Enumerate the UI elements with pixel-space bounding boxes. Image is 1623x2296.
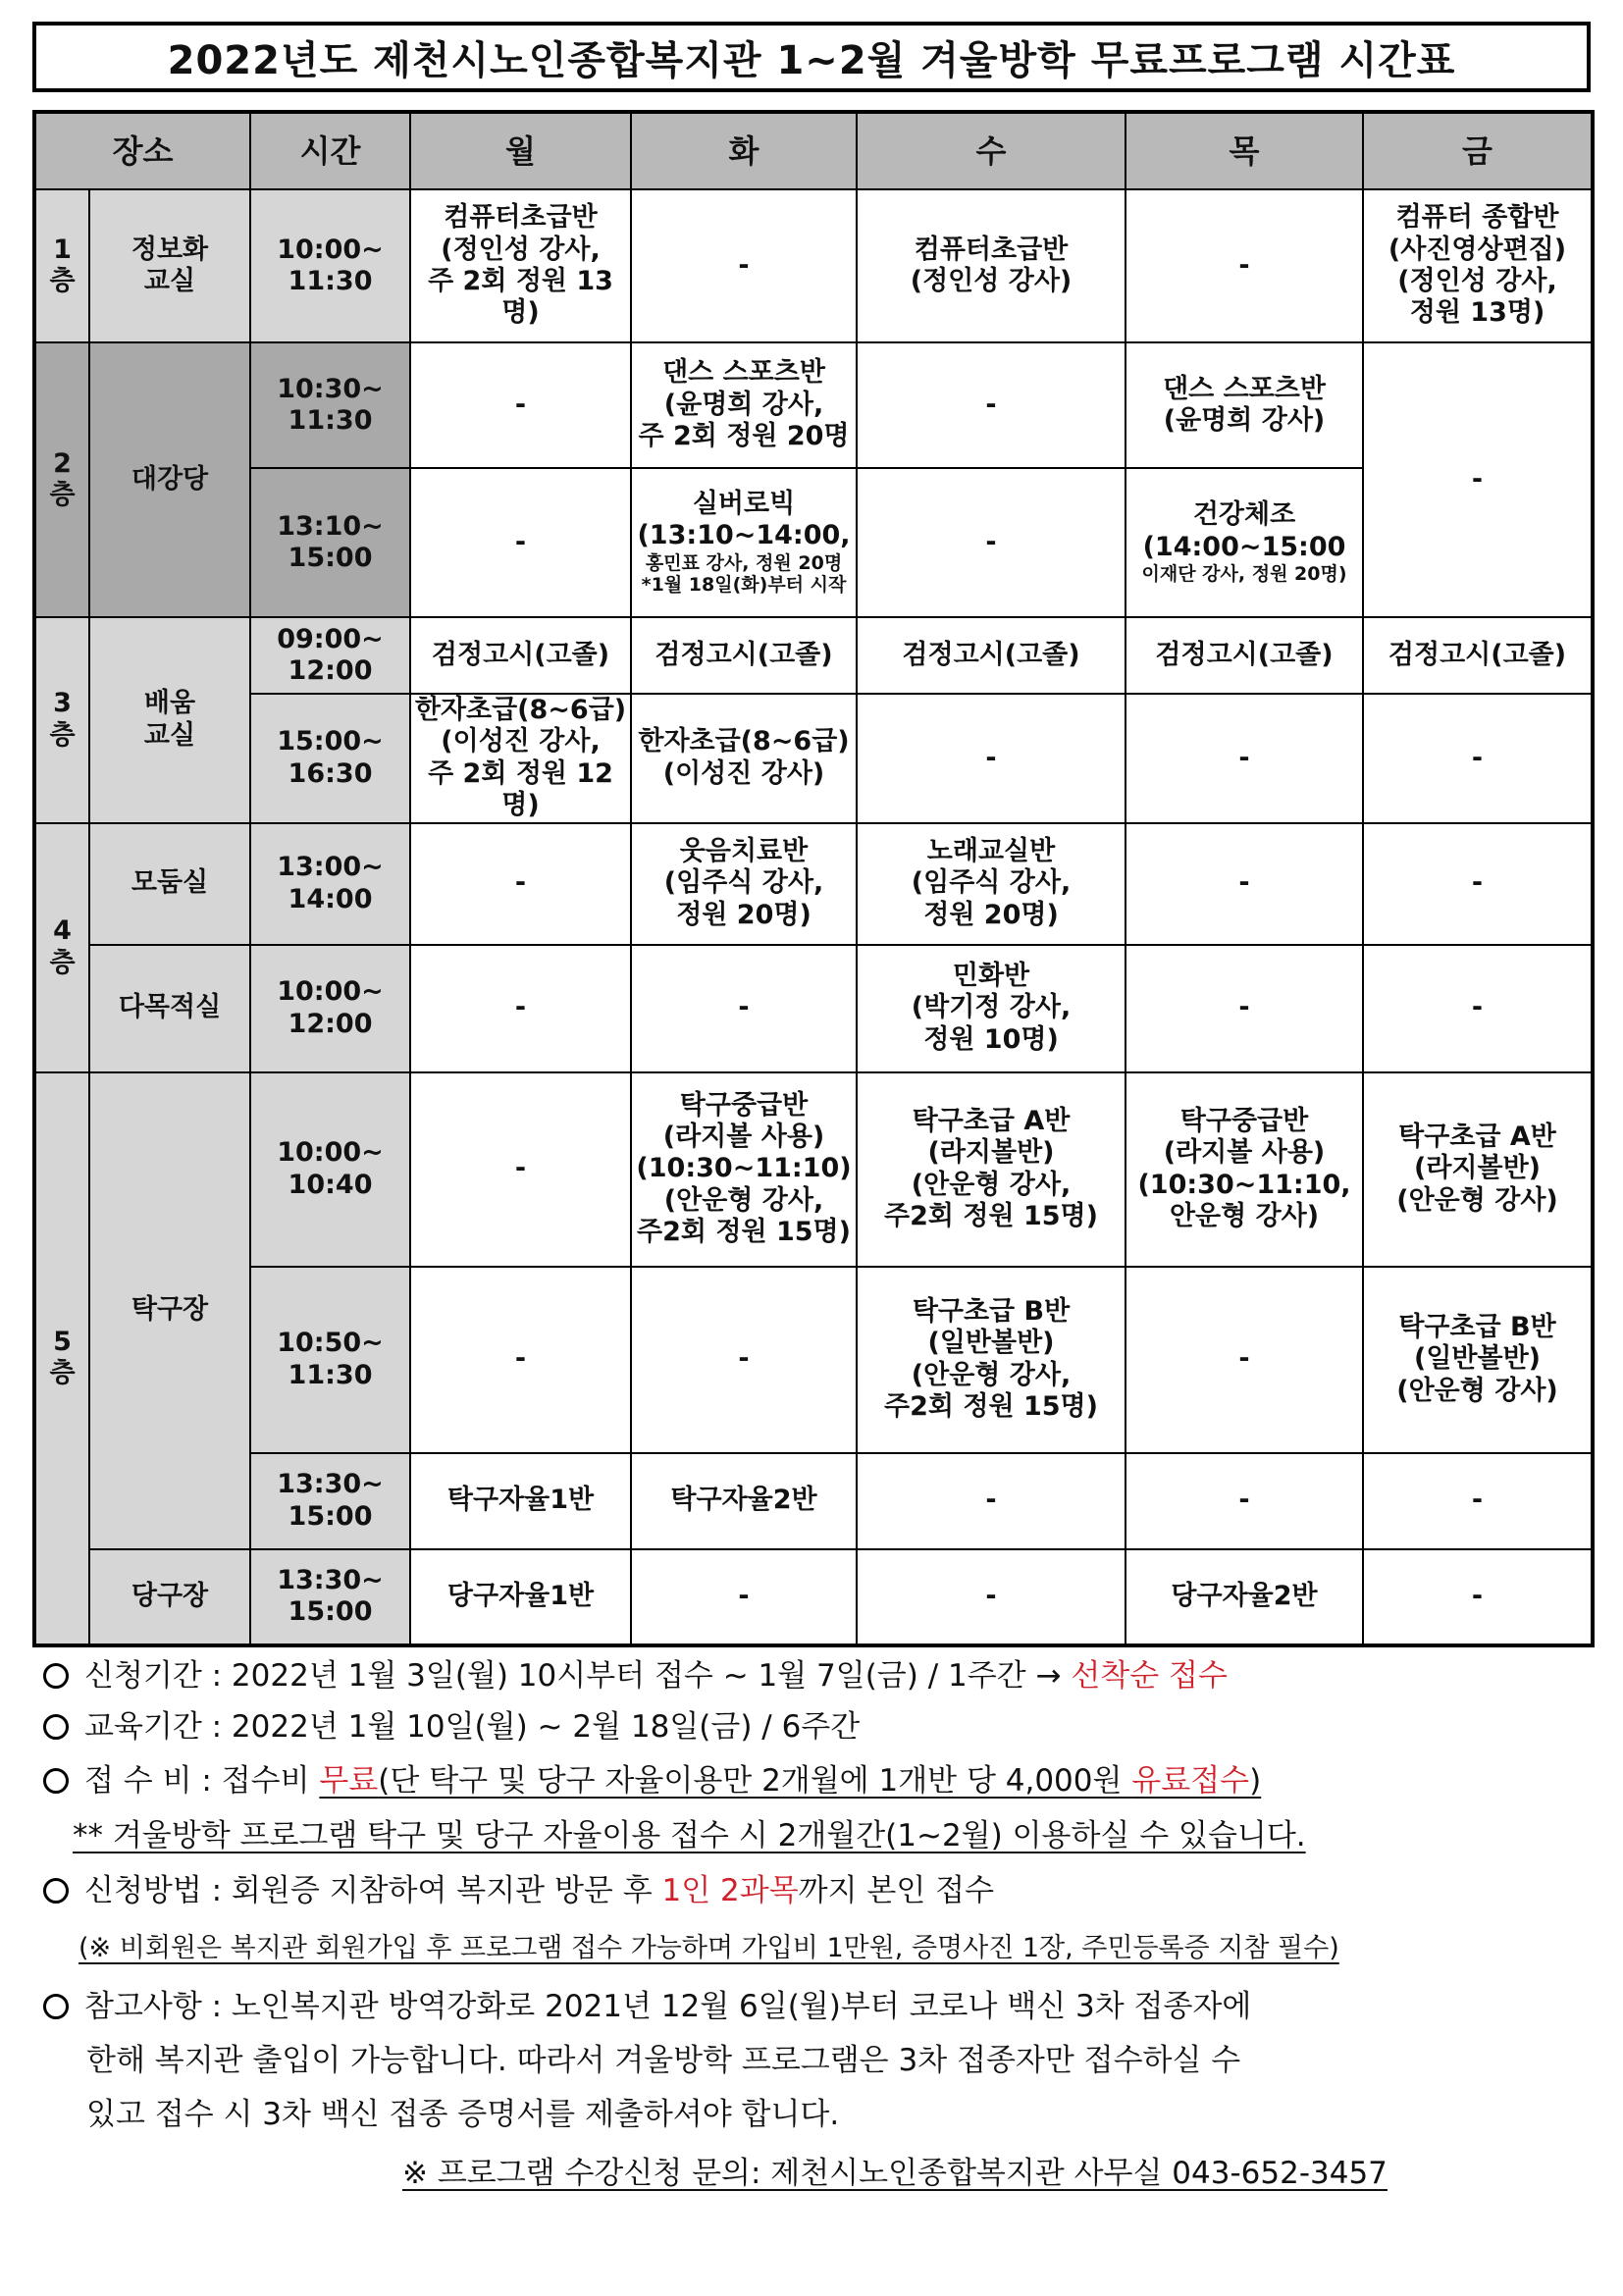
note-reference-line3: 있고 접수 시 3차 백신 접종 증명서를 제출하셔야 합니다. <box>86 2097 840 2132</box>
header-time: 시간 <box>250 112 410 189</box>
note-highlight: 무료 <box>319 1763 379 1799</box>
contact-info: ※ 프로그램 수강신청 문의: 제천시노인종합복지관 사무실 043-652-3457 <box>402 2156 1387 2191</box>
header-tue: 화 <box>631 112 857 189</box>
cell-fri: 탁구초급 B반 (일반볼반) (안운형 강사) <box>1363 1267 1593 1453</box>
cell-mon: 한자초급(8~6급) (이성진 강사, 주 2회 정원 12명) <box>410 694 631 823</box>
cell-thu: - <box>1126 945 1363 1072</box>
note-text: 신청방법 : 회원증 지참하여 복지관 방문 후 <box>84 1873 662 1908</box>
note-text: (단 탁구 및 당구 자율이용만 2개월에 1개반 당 4,000원 <box>378 1763 1132 1799</box>
cell-wed: - <box>857 694 1126 823</box>
note-text: 접 수 비 : 접수비 <box>84 1763 320 1799</box>
cell-thu: - <box>1126 1453 1363 1549</box>
table-row <box>34 1267 1593 1453</box>
table-row <box>34 945 1593 1072</box>
cell-thu: 탁구중급반 (라지볼 사용) (10:30~11:10, 안운형 강사) <box>1126 1072 1363 1267</box>
cell-thu: 댄스 스포츠반 (윤명희 강사) <box>1126 342 1363 468</box>
room-name: 당구장 <box>89 1549 250 1645</box>
cell-fri: - <box>1363 945 1593 1072</box>
cell-tue: 웃음치료반 (임주식 강사, 정원 20명) <box>631 823 857 945</box>
table-row <box>34 1453 1593 1549</box>
circle-bullet-icon <box>43 1878 69 1904</box>
table-row <box>34 468 1593 617</box>
cell-thu-main: 건강체조 (14:00~15:00 <box>1142 499 1346 562</box>
time-slot: 13:10~ 15:00 <box>250 468 410 617</box>
cell-wed: - <box>857 342 1126 468</box>
cell-mon: 컴퓨터초급반 (정인성 강사, 주 2회 정원 13명) <box>410 189 631 342</box>
table-row <box>34 1549 1593 1645</box>
cell-tue: 탁구자율2반 <box>631 1453 857 1549</box>
header-thu: 목 <box>1126 112 1363 189</box>
room-name: 탁구장 <box>89 1072 250 1549</box>
note-edu-period <box>43 1709 1594 1745</box>
cell-thu: - <box>1126 189 1363 342</box>
header-place: 장소 <box>34 112 250 189</box>
table-row <box>34 342 1593 468</box>
cell-mon: - <box>410 945 631 1072</box>
cell-tue <box>631 468 857 617</box>
cell-tue: - <box>631 189 857 342</box>
table-row <box>34 617 1593 694</box>
cell-thu: 당구자율2반 <box>1126 1549 1363 1645</box>
time-slot: 10:00~ 10:40 <box>250 1072 410 1267</box>
cell-thu-note: 이재단 강사, 정원 20명) <box>1141 562 1347 585</box>
time-slot: 10:50~ 11:30 <box>250 1267 410 1453</box>
floor-label: 4 층 <box>34 823 89 1072</box>
circle-bullet-icon <box>43 1663 69 1689</box>
note-apply-method-sub: (※ 비회원은 복지관 회원가입 후 프로그램 접수 가능하며 가입비 1만원, 증명사진 1장, 주민등록증 지참 필수) <box>79 1933 1339 1963</box>
note-apply-method <box>43 1873 1594 1908</box>
room-name: 대강당 <box>89 342 250 617</box>
table-row <box>34 694 1593 823</box>
cell-mon: 당구자율1반 <box>410 1549 631 1645</box>
cell-tue: 검정고시(고졸) <box>631 617 857 694</box>
note-reference-line2: 한해 복지관 출입이 가능합니다. 따라서 겨울방학 프로그램은 3차 접종자만 접수하실 수 <box>86 2043 1241 2078</box>
floor-label: 3 층 <box>34 617 89 823</box>
floor-label: 1 층 <box>34 189 89 342</box>
cell-wed: 노래교실반 (임주식 강사, 정원 20명) <box>857 823 1126 945</box>
cell-thu <box>1126 468 1363 617</box>
cell-thu: - <box>1126 1267 1363 1453</box>
note-text: ) <box>1249 1763 1262 1799</box>
circle-bullet-icon <box>43 1994 69 2019</box>
cell-fri: 탁구초급 A반 (라지볼반) (안운형 강사) <box>1363 1072 1593 1267</box>
header-fri: 금 <box>1363 112 1593 189</box>
table-row <box>34 189 1593 342</box>
floor-label: 2 층 <box>34 342 89 617</box>
note-fee <box>43 1763 1594 1799</box>
note-apply-period <box>43 1658 1594 1694</box>
cell-mon: 탁구자율1반 <box>410 1453 631 1549</box>
note-highlight: 1인 2과목 <box>661 1873 799 1908</box>
cell-wed: 컴퓨터초급반 (정인성 강사) <box>857 189 1126 342</box>
cell-wed: 검정고시(고졸) <box>857 617 1126 694</box>
note-highlight: 유료접수 <box>1131 1763 1250 1799</box>
cell-mon: - <box>410 823 631 945</box>
cell-fri: 검정고시(고졸) <box>1363 617 1593 694</box>
cell-mon: - <box>410 468 631 617</box>
table-row <box>34 1072 1593 1267</box>
cell-wed: - <box>857 1549 1126 1645</box>
time-slot: 13:30~ 15:00 <box>250 1453 410 1549</box>
note-text: 참고사항 : 노인복지관 방역강화로 2021년 12월 6일(월)부터 코로나 백신 3차 접종자에 <box>84 1989 1252 2024</box>
room-name: 모둠실 <box>89 823 250 945</box>
cell-wed: - <box>857 468 1126 617</box>
cell-mon: 검정고시(고졸) <box>410 617 631 694</box>
cell-fri: - <box>1363 694 1593 823</box>
cell-mon: - <box>410 342 631 468</box>
cell-tue: - <box>631 1549 857 1645</box>
cell-tue: - <box>631 945 857 1072</box>
cell-mon: - <box>410 1072 631 1267</box>
cell-fri: - <box>1363 342 1593 617</box>
time-slot: 15:00~ 16:30 <box>250 694 410 823</box>
header-wed: 수 <box>857 112 1126 189</box>
cell-tue-note: 홍민표 강사, 정원 20명 *1월 18일(화)부터 시작 <box>641 551 847 597</box>
cell-fri: - <box>1363 823 1593 945</box>
cell-fri: - <box>1363 1549 1593 1645</box>
cell-wed: 민화반 (박기정 강사, 정원 10명) <box>857 945 1126 1072</box>
table-row <box>34 823 1593 945</box>
room-name: 다목적실 <box>89 945 250 1072</box>
cell-wed: - <box>857 1453 1126 1549</box>
cell-thu: - <box>1126 694 1363 823</box>
cell-tue-main: 실버로빅 (13:10~14:00, <box>637 488 851 551</box>
time-slot: 10:00~ 12:00 <box>250 945 410 1072</box>
note-highlight: 선착순 접수 <box>1071 1658 1228 1694</box>
time-slot: 13:00~ 14:00 <box>250 823 410 945</box>
cell-mon: - <box>410 1267 631 1453</box>
cell-wed: 탁구초급 A반 (라지볼반) (안운형 강사, 주2회 정원 15명) <box>857 1072 1126 1267</box>
cell-thu: 검정고시(고졸) <box>1126 617 1363 694</box>
page-title: 2022년도 제천시노인종합복지관 1~2월 겨울방학 무료프로그램 시간표 <box>32 22 1591 92</box>
cell-tue: 탁구중급반 (라지볼 사용) (10:30~11:10) (안운형 강사, 주2회 정원 15명) <box>631 1072 857 1267</box>
header-mon: 월 <box>410 112 631 189</box>
time-slot: 13:30~ 15:00 <box>250 1549 410 1645</box>
note-reference <box>43 1989 1594 2024</box>
note-text: 까지 본인 접수 <box>798 1873 995 1908</box>
cell-tue: 댄스 스포츠반 (윤명희 강사, 주 2회 정원 20명 <box>631 342 857 468</box>
room-name: 배움 교실 <box>89 617 250 823</box>
time-slot: 10:30~ 11:30 <box>250 342 410 468</box>
note-fee-sub: ** 겨울방학 프로그램 탁구 및 당구 자율이용 접수 시 2개월간(1~2월) 이용하실 수 있습니다. <box>73 1818 1306 1853</box>
cell-wed: 탁구초급 B반 (일반볼반) (안운형 강사, 주2회 정원 15명) <box>857 1267 1126 1453</box>
cell-thu: - <box>1126 823 1363 945</box>
header-row <box>34 112 1593 189</box>
circle-bullet-icon <box>43 1768 69 1794</box>
cell-tue: 한자초급(8~6급) (이성진 강사) <box>631 694 857 823</box>
circle-bullet-icon <box>43 1714 69 1740</box>
note-text: 신청기간 : 2022년 1월 3일(월) 10시부터 접수 ~ 1월 7일(금) / 1주간 → <box>84 1658 1072 1694</box>
floor-label: 5 층 <box>34 1072 89 1645</box>
cell-fri: 컴퓨터 종합반 (사진영상편집) (정인성 강사, 정원 13명) <box>1363 189 1593 342</box>
time-slot: 10:00~ 11:30 <box>250 189 410 342</box>
schedule-table <box>32 110 1595 1647</box>
time-slot: 09:00~ 12:00 <box>250 617 410 694</box>
cell-tue: - <box>631 1267 857 1453</box>
cell-fri: - <box>1363 1453 1593 1549</box>
room-name: 정보화 교실 <box>89 189 250 342</box>
note-text: 교육기간 : 2022년 1월 10일(월) ~ 2월 18일(금) / 6주간 <box>84 1709 861 1745</box>
